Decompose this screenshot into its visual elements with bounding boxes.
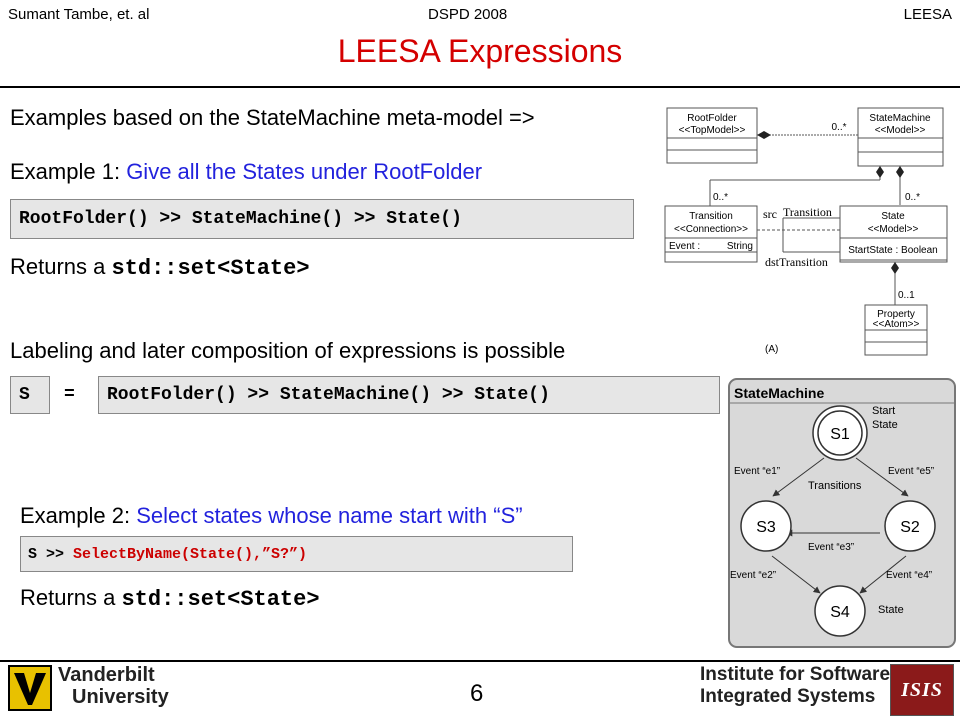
vanderbilt-logo [8, 665, 52, 711]
example2-returns [20, 585, 320, 612]
svg-text:S4: S4 [830, 604, 850, 621]
bottom-rule [0, 660, 960, 662]
mult-right: 0..* [905, 192, 921, 203]
rootfolder-stereo: <<TopModel>> [678, 125, 746, 136]
transitions-label: Transitions [808, 480, 862, 492]
event-e2: Event “e2” [730, 570, 777, 581]
example1-returns-prefix: Returns a [10, 254, 112, 279]
example2-returns-prefix: Returns a [20, 585, 122, 610]
transition-attr-type: String [726, 241, 753, 252]
state-s1 [813, 406, 867, 460]
labeling-var: S [10, 376, 50, 414]
transition-class [665, 206, 757, 262]
slide-title: LEESA Expressions [337, 33, 623, 69]
example1-returns [10, 254, 310, 281]
example2-code-prefix: S >> [28, 545, 74, 563]
rootfolder-name: RootFolder [687, 113, 737, 124]
mult-bottom: 0..1 [898, 290, 915, 301]
transition-name: Transition [689, 211, 733, 222]
transition-attr-name: Event : [669, 241, 701, 252]
state-class [840, 206, 947, 262]
state-name: State [881, 211, 905, 222]
university-name [58, 664, 169, 708]
transition-stereo: <<Connection>> [674, 224, 748, 235]
svg-text:S2: S2 [900, 519, 920, 536]
event-e3: Event “e3” [808, 542, 855, 553]
header-venue: DSPD 2008 [428, 6, 508, 23]
mult-left: 0..* [713, 192, 729, 203]
example1-label: Example 1: [10, 159, 121, 184]
institute-name [700, 664, 890, 708]
statechart-diagram [728, 378, 956, 648]
top-rule [0, 86, 960, 88]
page-number: 6 [470, 680, 484, 707]
svg-text:S3: S3 [756, 519, 776, 536]
example1-desc: Give all the States under RootFolder [126, 159, 483, 184]
svg-text:S1: S1 [830, 426, 850, 443]
institute-line1: Institute for Software [700, 664, 891, 685]
example1-code: RootFolder() >> StateMachine() >> State() [10, 199, 634, 239]
property-class [865, 305, 927, 355]
dst-label: dstTransition [765, 255, 828, 269]
example1-returns-type: std::set<State> [111, 256, 310, 281]
mult-top: 0..* [831, 122, 847, 133]
header-author: Sumant Tambe, et. al [8, 6, 150, 23]
event-e1: Event “e1” [734, 466, 781, 477]
composition-diamond [757, 131, 771, 139]
diagram-caption: (A) [765, 344, 779, 355]
src-transition-label: Transition [783, 205, 832, 219]
statemachine-stereo: <<Model>> [874, 125, 926, 136]
state-s4 [815, 586, 865, 636]
university-line2: University [72, 686, 169, 708]
example2-desc: Select states whose name start with “S” [136, 503, 523, 528]
example1-line [10, 159, 482, 185]
labeling-code: RootFolder() >> StateMachine() >> State() [98, 376, 720, 414]
statemachine-name: StateMachine [869, 113, 931, 124]
labeling-text: Labeling and later composition of expressions is possible [10, 338, 566, 363]
event-e4: Event “e4” [886, 570, 933, 581]
state-s2 [885, 501, 935, 551]
intro-text: Examples based on the StateMachine meta-model => [10, 105, 535, 130]
metamodel-diagram [655, 100, 960, 362]
state-label: State [878, 604, 904, 616]
isis-logo-text: ISIS [901, 678, 943, 701]
example2-label: Example 2: [20, 503, 131, 528]
institute-line2: Integrated Systems [700, 686, 876, 707]
isis-logo [890, 664, 954, 716]
state-stereo: <<Model>> [867, 224, 919, 235]
property-name: Property [877, 309, 915, 320]
statechart-title: StateMachine [734, 385, 825, 401]
example2-returns-type: std::set<State> [121, 587, 320, 612]
labeling-eq: = [64, 385, 75, 405]
university-line1: Vanderbilt [58, 664, 155, 686]
property-stereo: <<Atom>> [872, 319, 920, 330]
statemachine-class [858, 108, 943, 166]
example2-line [20, 503, 523, 529]
state-attr: StartState : Boolean [848, 245, 938, 256]
state-s3 [741, 501, 791, 551]
rootfolder-class [667, 108, 757, 163]
event-e5: Event “e5” [888, 466, 935, 477]
example2-code-call: SelectByName(State(),”S?”) [73, 545, 308, 563]
example2-code [20, 536, 573, 572]
start-label2: State [872, 419, 898, 431]
src-label: src [763, 207, 777, 221]
start-label: Start [872, 405, 896, 417]
header-project: LEESA [903, 6, 952, 23]
